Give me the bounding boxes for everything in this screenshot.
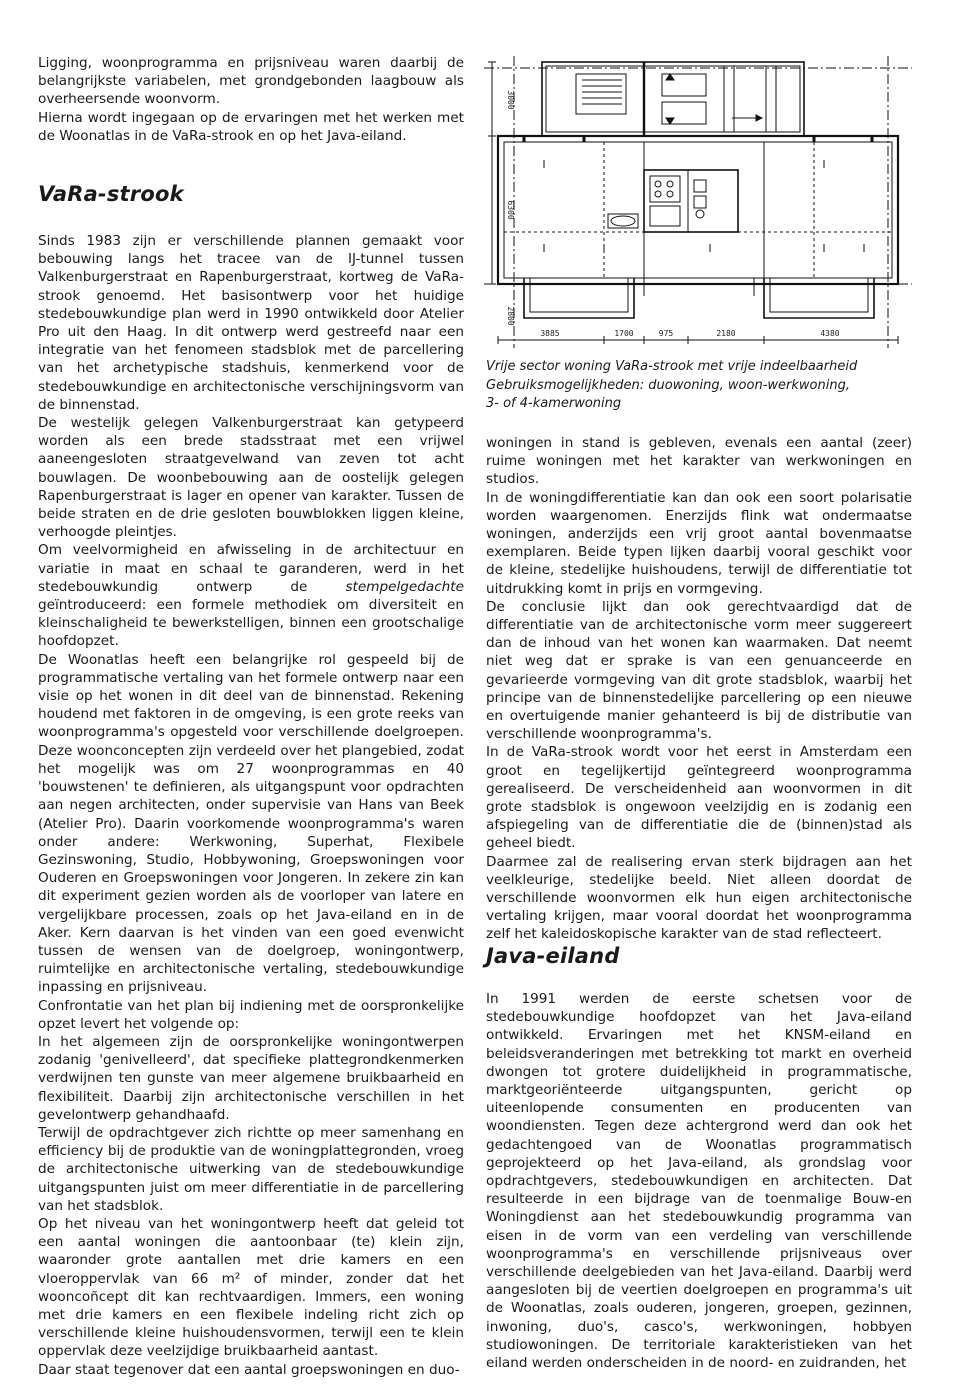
dim-bottom-4: 2180 (716, 329, 736, 338)
vara-paragraph-7: Terwijl de opdrachtgever zich richtte op meer samenhang en efficiency bij de produktie van de woningplattegronden, vroeg de architectonische uitwerking van de stedebouwkundige uitgangspunten juist om meer differentiatie in de parcellering van het stadsblok. (38, 1124, 464, 1214)
java-paragraph-1: In 1991 werden de eerste schetsen voor de stedebouwkundige hoofdopzet van het Java-eiland ontwikkeld. Ervaringen met het KNSM-eiland en beleidsveranderingen met betrekking tot markt en overheid dwongen tot grotere duidelijkheid in programmatische, marktgeoriënteerde uitgangspunten, gericht op uiteenlopende consumenten en producenten van woondiensten. Tegen deze achtergrond werd dan ook het gedachtengoed van de Woonatlas programmatisch geprojekteerd op het Java-eiland, als grondslag voor opdrachtgevers, stedebouwkundigen en architecten. Dat resulteerde in een bijdrage van de toenmalige Bouw-en Woningdienst aan het stedebouwkundig programma van eisen in de vorm van een verdeling van verschillende woonprogramma's en verschillende prijsniveaus over verschillende deelgebieden van het Java-eiland. Daarbij werd aangesloten bij de veertien doelgroepen en programma's uit de Woonatlas, zoals ouderen, jongeren, groepen, gezinnen, inwoning, duo's, casco's, werkwoningen, hobbyen studiowoningen. De territoriale karakteristieken van het eiland werden onderscheiden in de noord- en zuidranden, het (486, 991, 912, 1372)
core-block (644, 170, 738, 232)
vara-paragraph-2: De westelijk gelegen Valkenburgerstraat kan getypeerd worden als een brede stadsstraat met een vrijwel aaneengesloten straatgevelwand van zeven tot acht bouwlagen. De woonbebouwing aan de oostelijk gelegen Rapenburgerstraat is lager en opener van karakter. Tussen de beide straten en de drie gesloten bouwblokken liggen kleine, verhoogde pleintjes. (38, 415, 464, 541)
right-paragraph-1: woningen in stand is gebleven, evenals een aantal (zeer) ruime woningen met het karakter van werkwoningen en studios. (486, 435, 912, 488)
vara-paragraph-1: Sinds 1983 zijn er verschillende plannen gemaakt voor bebouwing langs het tracee van de IJ-tunnel tussen Valkenburgerstraat en Rapenburgerstraat, kortweg de VaRa-strook genoemd. Het basisontwerp voor het huidige stedebouwkundige plan werd in 1990 ontwikkeld door Atelier Pro uit den Haag. In dit ontwerp werd gestreefd naar een integratie van het fenomeen stadsblok met de parcellering van het archetypische stadshuis, kenmerkend voor de stedebouwkundige en architectonische verschijningsvorm van de binnenstad. (38, 233, 464, 413)
intro-text (38, 54, 464, 145)
bath-unit (650, 206, 680, 226)
dim-vertical-3: 2800 (506, 306, 515, 326)
right-paragraph-3: De conclusie lijkt dan ook gerechtvaardigd dat de differentiatie van de architectonische vorm meer suggereert dan de inhoud van het wonen kan waarmaken. Dat neemt niet weg dat er sprake is van een genuanceerde en gevarieerde vormgeving van dit grote stadsblok, waarbij het principe van de binnenstedelijke parcellering op een nieuwe en overtuigende manier gehanteerd is bij de distributie van verschillende woonprogramma's. (486, 598, 912, 743)
kitchen-unit (650, 176, 680, 202)
java-section-body (486, 990, 912, 1372)
dim-vertical-1: 3000 (506, 90, 515, 110)
vara-paragraph-9: Daar staat tegenover dat een aantal groepswoningen en duo- (38, 1361, 460, 1378)
upper-wing-inner (546, 66, 800, 132)
section-heading-java: Java-eiland (486, 944, 620, 968)
floor-plan-drawing (484, 56, 912, 348)
right-paragraph-4: In de VaRa-strook wordt voor het eerst in Amsterdam een groot en tegelijkertijd geïntegreerd woonprogramma gerealiseerd. De verscheidenheid aan woonvormen in dit grote stadsblok is ongewoon veelzijdig en is zodanig een afspiegeling van de differentiatie die de (binnen)stad als geheel biedt. (486, 744, 912, 852)
figure-caption (486, 358, 912, 414)
caption-line-2: Gebruiksmogelijkheden: duowoning, woon-werkwoning, (486, 377, 850, 393)
caption-line-1: Vrije sector woning VaRa-strook met vrije indeelbaarheid (486, 359, 858, 374)
intro-paragraph-2: Hierna wordt ingegaan op de ervaringen met het werken met de Woonatlas in de VaRa-strook en op het Java-eiland. (38, 109, 464, 144)
right-paragraph-2: In de woningdifferentiatie kan dan ook een soort polarisatie worden waargenomen. Enerzijds flink wat ondermaatse woningen, anderzijds een vrij groot aantal bovenmaatse exemplaren. Beide typen lijken daarbij vooral geschikt voor de kleine, stedelijke huishoudens, terwijl de differentiatie tot uitdrukking komt in prijs en vormgeving. (486, 489, 912, 597)
vara-paragraph-3: Om veelvormigheid en afwisseling in de architectuur en variatie in maat en schaal te garanderen, werd in het stedebouwkundig ontwerp de stempelgedachte geïntroduceerd: een formele methodiek om diversiteit en kleinschaligheid te bewerkstelligen, binnen een grootschalige hoofdopzet. (38, 542, 464, 650)
vara-paragraph-8: Op het niveau van het woningontwerp heeft dat geleid tot een aantal woningen die aantoonbaar (te) klein zijn, waaronder grote aantallen met drie kamers en een vloeroppervlak van 66 m² of minder, zonder dat het wooncoñcept dit kan rechtvaardigen. Immers, een woning met drie kamers en een flexibele indeling richt zich op verschillende kleine huishoudensvormen, terwijl een te klein oppervlak deze veelzijdige bruikbaarheid aantast. (38, 1215, 464, 1360)
floor-plan-figure (484, 56, 912, 348)
intro-paragraph-1: Ligging, woonprogramma en prijsniveau waren daarbij de belangrijkste variabelen, met grondgebonden laagbouw als overheersende woonvorm. (38, 55, 464, 108)
upper-wing-outline (542, 62, 804, 136)
vara-paragraph-5: Confrontatie van het plan bij indiening met de oorspronkelijke opzet levert het volgende op: (38, 997, 464, 1032)
vara-section-body (38, 232, 464, 1379)
right-paragraph-5: Daarmee zal de realisering ervan sterk bijdragen aan het veelkleurige, stedelijke beeld. Niet alleen doordat de verschillende woonvormen elk hun eigen architectonische vertaling krijgen, maar vooral doordat het woonprogramma zelf het kaleidoskopische karakter van de stad reflecteert. (486, 853, 912, 943)
dim-bottom-2: 1700 (614, 329, 634, 338)
section-heading-vara: VaRa-strook (38, 182, 184, 206)
dim-bottom-1: 3885 (540, 329, 560, 338)
caption-line-3: 3- of 4-kamerwoning (486, 396, 622, 411)
dim-vertical-2: 6300 (506, 200, 515, 220)
right-column-text (486, 434, 912, 944)
dim-bottom-3: 975 (658, 329, 674, 338)
vara-paragraph-4: De Woonatlas heeft een belangrijke rol gespeeld bij de programmatische vertaling van het formele ontwerp naar een visie op het wonen in dit deel van de binnenstad. Rekening houdend met faktoren in de omgeving, is een grote reeks van woonprogramma's opgesteld voor verschillende doelgroepen. Deze woonconcepten zijn verdeeld over het plangebied, zodat het mogelijk was om 27 woonprogrammas en 40 'bouwstenen' te definieren, als uitgangspunt voor opdrachten aan negen architecten, onder supervisie van Hans van Beek (Atelier Pro). Daarin voorkomende woonprogramma's waren onder andere: Werkwoning, Superhat, Flexibele Gezinswoning, Studio, Hobbywoning, Groepswoningen voor Ouderen en Groepswoningen voor Jongeren. In zekere zin kan dit experiment gezien worden als de voorloper van latere en vergelijkbare processen, zoals op het Java-eiland en in de Aker. Kern daarvan is het vinden van een goed evenwicht tussen de wensen van de doelgroep, woningontwerp, ruimtelijke en architectonische vertaling, stedebouwkundige inpassing en prijsniveau. (38, 651, 464, 996)
dim-bottom-5: 4380 (820, 329, 840, 338)
vara-paragraph-6: In het algemeen zijn de oorspronkelijke woningontwerpen zodanig 'genivelleerd', dat specifieke plattegrondkenmerken verdwijnen ten gunste van meer algemene bruikbaarheid en flexibiliteit. Daarbij zijn architectonische verschillen in het gevelontwerp gehandhaafd. (38, 1033, 464, 1123)
